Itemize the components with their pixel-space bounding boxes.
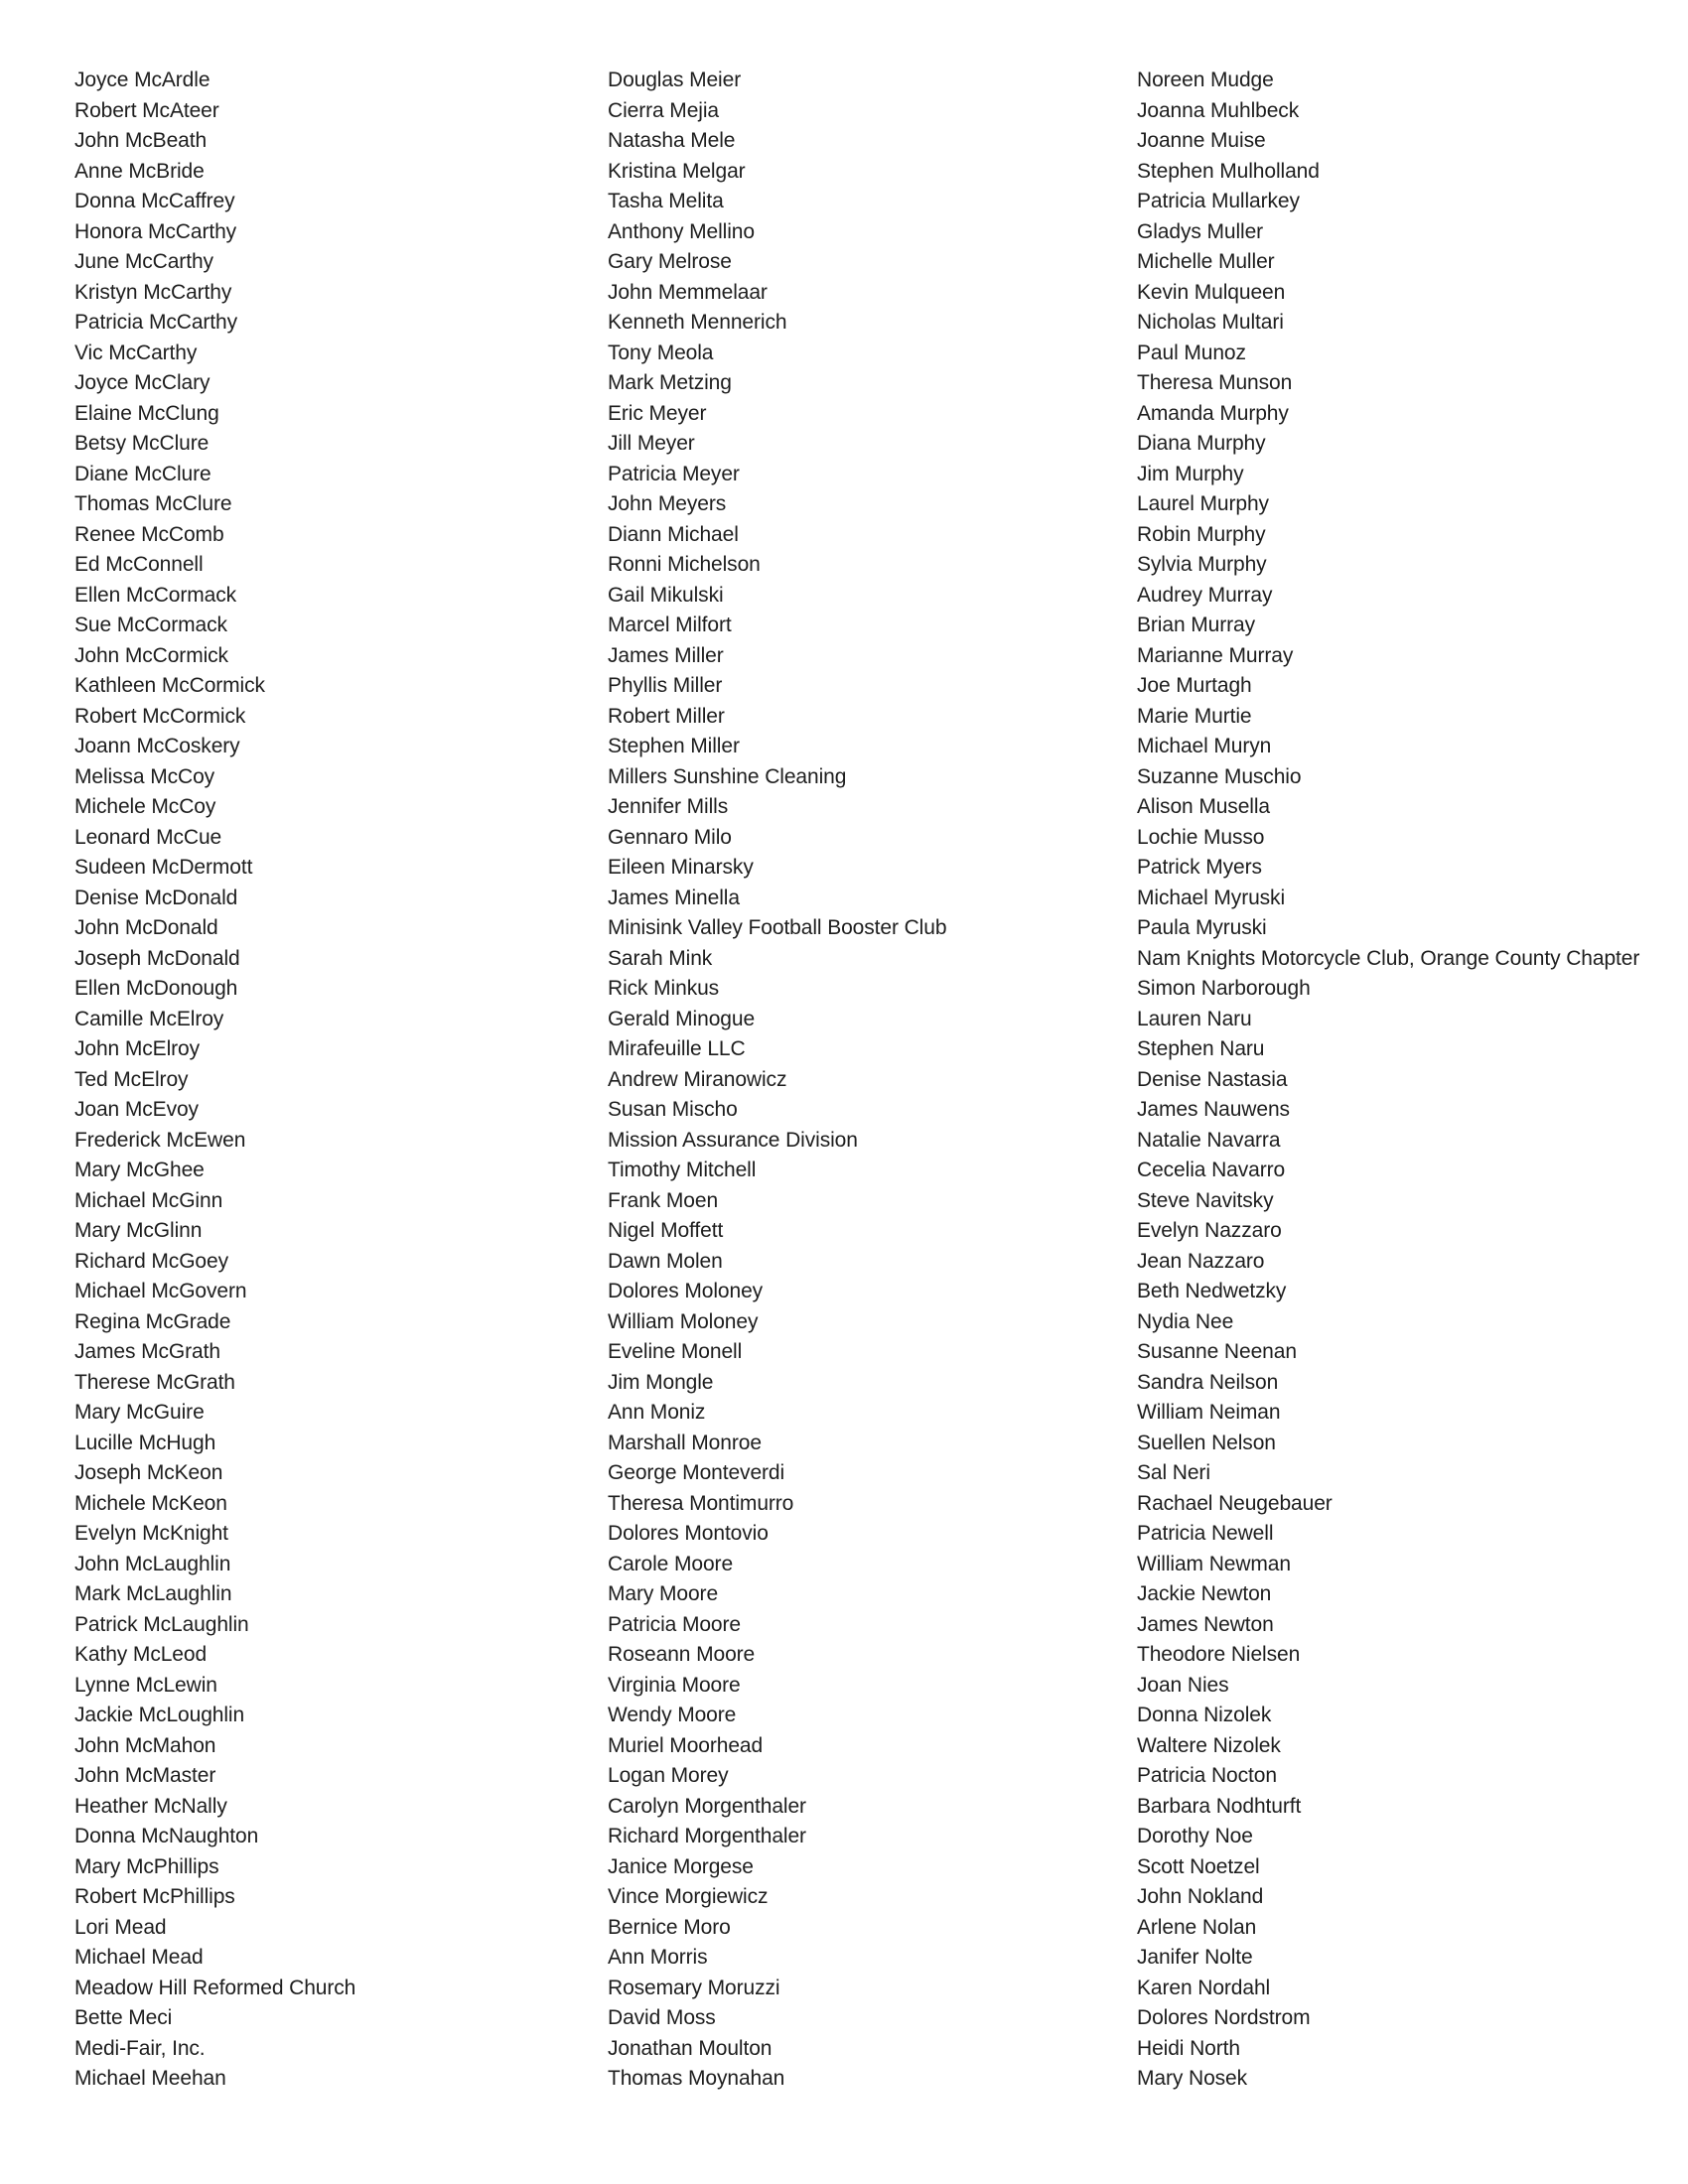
- list-item: Gladys Muller: [1137, 219, 1264, 243]
- list-item: Cierra Mejia: [608, 98, 719, 122]
- list-item: Kevin Mulqueen: [1137, 280, 1286, 304]
- list-item: Cecelia Navarro: [1137, 1159, 1286, 1181]
- list-item: Melissa McCoy: [74, 764, 215, 788]
- list-item: Camille McElroy: [74, 1007, 224, 1030]
- list-item: Michael McGinn: [74, 1188, 223, 1212]
- list-item: Dolores Moloney: [608, 1280, 764, 1302]
- list-item: Mary McGlinn: [74, 1219, 203, 1242]
- list-item: Joan McEvoy: [74, 1098, 199, 1121]
- list-item: Steve Navitsky: [1137, 1188, 1274, 1212]
- list-item: Alison Musella: [1137, 795, 1270, 818]
- list-item: Nam Knights Motorcycle Club, Orange County Chapter: [1137, 946, 1640, 970]
- list-item: Mary McPhillips: [74, 1854, 219, 1878]
- list-item: Mary Nosek: [1137, 2067, 1248, 2090]
- list-item: James Miller: [608, 643, 724, 667]
- list-item: Paul Munoz: [1137, 341, 1246, 364]
- list-item: Sudeen McDermott: [74, 856, 253, 879]
- list-item: Joan Nies: [1137, 1673, 1229, 1697]
- list-item: Elaine McClung: [74, 401, 219, 425]
- list-item: Ellen McCormack: [74, 583, 237, 607]
- list-item: John Nokland: [1137, 1885, 1264, 1908]
- list-item: Michael Meehan: [74, 2067, 226, 2090]
- list-item: Virginia Moore: [608, 1673, 741, 1697]
- list-item: Heather McNally: [74, 1794, 227, 1818]
- list-item: June McCarthy: [74, 250, 213, 273]
- list-item: Honora McCarthy: [74, 219, 237, 243]
- list-item: Patricia Nocton: [1137, 1764, 1277, 1787]
- list-item: Dolores Nordstrom: [1137, 2006, 1311, 2029]
- list-item: Kristyn McCarthy: [74, 280, 232, 304]
- list-item: Lori Mead: [74, 1915, 167, 1939]
- list-item: John McMaster: [74, 1764, 216, 1787]
- list-item: Laurel Murphy: [1137, 492, 1269, 515]
- list-item: Natalie Navarra: [1137, 1128, 1281, 1152]
- list-item: Robert McPhillips: [74, 1885, 235, 1908]
- list-item: John McLaughlin: [74, 1552, 231, 1575]
- list-item: Meadow Hill Reformed Church: [74, 1976, 356, 1999]
- list-item: Susan Mischo: [608, 1098, 738, 1121]
- list-item: Carolyn Morgenthaler: [608, 1794, 806, 1818]
- list-item: Douglas Meier: [608, 68, 742, 91]
- names-column-1: [74, 66, 355, 2095]
- list-item: Nigel Moffett: [608, 1219, 724, 1242]
- list-item: Arlene Nolan: [1137, 1915, 1257, 1939]
- list-item: Joanne Muise: [1137, 129, 1266, 152]
- list-item: Simon Narborough: [1137, 977, 1311, 1000]
- list-item: Susanne Neenan: [1137, 1340, 1297, 1363]
- list-item: Gennaro Milo: [608, 825, 732, 849]
- list-item: Renee McComb: [74, 522, 224, 546]
- list-item: Mirafeuille LLC: [608, 1037, 746, 1060]
- list-item: Janice Morgese: [608, 1854, 754, 1878]
- list-item: Stephen Mulholland: [1137, 159, 1320, 183]
- list-item: William Moloney: [608, 1309, 759, 1333]
- list-item: Lochie Musso: [1137, 825, 1265, 849]
- list-item: Timothy Mitchell: [608, 1159, 757, 1181]
- list-item: Jim Mongle: [608, 1370, 714, 1394]
- list-item: Michele McKeon: [74, 1491, 227, 1515]
- list-item: Rosemary Moruzzi: [608, 1976, 780, 1999]
- list-item: John Meyers: [608, 492, 727, 515]
- list-item: Richard Morgenthaler: [608, 1825, 806, 1847]
- list-item: Brian Murray: [1137, 614, 1255, 636]
- list-item: Logan Morey: [608, 1764, 729, 1787]
- list-item: Evelyn McKnight: [74, 1522, 228, 1545]
- list-item: Vince Morgiewicz: [608, 1885, 769, 1908]
- list-item: Frank Moen: [608, 1188, 719, 1212]
- list-item: Joann McCoskery: [74, 735, 240, 757]
- list-item: Donna McCaffrey: [74, 190, 235, 212]
- list-item: Michael Muryn: [1137, 735, 1272, 757]
- list-item: William Newman: [1137, 1552, 1291, 1575]
- list-item: Donna McNaughton: [74, 1825, 259, 1847]
- list-item: Marie Murtie: [1137, 704, 1252, 728]
- list-item: Andrew Miranowicz: [608, 1067, 787, 1091]
- list-item: Suzanne Muschio: [1137, 764, 1302, 788]
- list-item: Muriel Moorhead: [608, 1733, 764, 1757]
- list-item: Nicholas Multari: [1137, 311, 1284, 334]
- list-item: Karen Nordahl: [1137, 1976, 1271, 1999]
- list-item: Michelle Muller: [1137, 250, 1275, 273]
- list-item: Scott Noetzel: [1137, 1854, 1260, 1878]
- list-item: Michael McGovern: [74, 1280, 247, 1302]
- list-item: Dawn Molen: [608, 1249, 723, 1273]
- list-item: Beth Nedwetzky: [1137, 1280, 1287, 1302]
- list-item: Paula Myruski: [1137, 916, 1267, 939]
- list-item: Jennifer Mills: [608, 795, 729, 818]
- list-item: Anthony Mellino: [608, 219, 755, 243]
- list-item: Ellen McDonough: [74, 977, 238, 1000]
- list-item: Kathy McLeod: [74, 1643, 208, 1666]
- names-column-2: [608, 66, 946, 2095]
- list-item: Sylvia Murphy: [1137, 553, 1267, 576]
- list-item: Patricia Moore: [608, 1612, 741, 1636]
- list-item: Robert McCormick: [74, 704, 246, 728]
- list-item: Theresa Munson: [1137, 371, 1293, 394]
- list-item: Jim Murphy: [1137, 462, 1244, 485]
- list-item: Lucille McHugh: [74, 1431, 216, 1454]
- list-item: Sue McCormack: [74, 614, 227, 636]
- list-item: James Nauwens: [1137, 1098, 1290, 1121]
- list-item: John McElroy: [74, 1037, 201, 1060]
- list-item: Patrick Myers: [1137, 856, 1262, 879]
- list-item: Sal Neri: [1137, 1461, 1210, 1484]
- list-item: John McCormick: [74, 643, 228, 667]
- list-item: Bernice Moro: [608, 1915, 731, 1939]
- list-item: Joyce McArdle: [74, 68, 211, 91]
- list-item: James Newton: [1137, 1612, 1274, 1636]
- list-item: Jackie Newton: [1137, 1582, 1272, 1605]
- list-item: Eric Meyer: [608, 401, 707, 425]
- list-item: Amanda Murphy: [1137, 401, 1289, 425]
- list-item: Mission Assurance Division: [608, 1128, 858, 1152]
- list-item: Natasha Mele: [608, 129, 736, 152]
- list-item: Gerald Minogue: [608, 1007, 756, 1030]
- list-item: Sarah Mink: [608, 946, 713, 970]
- list-item: John McDonald: [74, 916, 218, 939]
- list-item: Gail Mikulski: [608, 583, 724, 607]
- list-item: Michele McCoy: [74, 795, 216, 818]
- list-item: Janifer Nolte: [1137, 1946, 1253, 1969]
- list-item: Jill Meyer: [608, 432, 695, 455]
- list-item: John Memmelaar: [608, 280, 768, 304]
- list-item: Noreen Mudge: [1137, 68, 1274, 91]
- list-item: Diane McClure: [74, 462, 211, 485]
- list-item: Theodore Nielsen: [1137, 1643, 1301, 1666]
- list-item: Patrick McLaughlin: [74, 1612, 249, 1636]
- list-item: Kristina Melgar: [608, 159, 746, 183]
- list-item: Wendy Moore: [608, 1704, 737, 1726]
- list-item: Marcel Milfort: [608, 614, 732, 636]
- list-item: Sandra Neilson: [1137, 1370, 1279, 1394]
- list-item: Kathleen McCormick: [74, 674, 265, 697]
- list-item: Robert McAteer: [74, 98, 219, 122]
- list-item: Lauren Naru: [1137, 1007, 1252, 1030]
- list-item: Heidi North: [1137, 2036, 1240, 2060]
- list-item: Theresa Montimurro: [608, 1491, 794, 1515]
- list-item: Patricia Newell: [1137, 1522, 1274, 1545]
- list-item: Roseann Moore: [608, 1643, 756, 1666]
- list-item: Tony Meola: [608, 341, 714, 364]
- list-item: Carole Moore: [608, 1552, 734, 1575]
- list-item: Eileen Minarsky: [608, 856, 754, 879]
- list-item: Thomas Moynahan: [608, 2067, 785, 2090]
- list-item: Eveline Monell: [608, 1340, 743, 1363]
- list-item: Mark Metzing: [608, 371, 732, 394]
- list-item: Marshall Monroe: [608, 1431, 762, 1454]
- list-item: Mary Moore: [608, 1582, 719, 1605]
- list-item: Jackie McLoughlin: [74, 1704, 245, 1726]
- list-item: John McMahon: [74, 1733, 216, 1757]
- list-item: Tasha Melita: [608, 190, 724, 212]
- list-item: Lynne McLewin: [74, 1673, 217, 1697]
- list-item: Joseph McDonald: [74, 946, 240, 970]
- list-item: Joanna Muhlbeck: [1137, 98, 1300, 122]
- list-item: Kenneth Mennerich: [608, 311, 787, 334]
- names-column-3: [1137, 66, 1639, 2095]
- list-item: Minisink Valley Football Booster Club: [608, 916, 947, 939]
- list-item: Michael Myruski: [1137, 886, 1286, 909]
- list-item: Joe Murtagh: [1137, 674, 1252, 697]
- list-item: Bette Meci: [74, 2006, 173, 2029]
- list-item: Jean Nazzaro: [1137, 1249, 1265, 1273]
- list-item: Dolores Montovio: [608, 1522, 769, 1545]
- list-item: James McGrath: [74, 1340, 220, 1363]
- list-item: Denise McDonald: [74, 886, 238, 909]
- list-item: Rachael Neugebauer: [1137, 1491, 1333, 1515]
- list-item: Michael Mead: [74, 1946, 204, 1969]
- list-item: Donna Nizolek: [1137, 1704, 1272, 1726]
- list-item: Rick Minkus: [608, 977, 720, 1000]
- list-item: George Monteverdi: [608, 1461, 785, 1484]
- list-item: Patricia Meyer: [608, 462, 740, 485]
- list-item: Stephen Naru: [1137, 1037, 1265, 1060]
- list-item: Mary McGhee: [74, 1159, 205, 1181]
- list-item: Joyce McClary: [74, 371, 211, 394]
- list-item: Vic McCarthy: [74, 341, 198, 364]
- list-item: Ann Morris: [608, 1946, 708, 1969]
- list-item: Joseph McKeon: [74, 1461, 223, 1484]
- list-item: Diana Murphy: [1137, 432, 1266, 455]
- list-item: Millers Sunshine Cleaning: [608, 764, 847, 788]
- list-item: Evelyn Nazzaro: [1137, 1219, 1282, 1242]
- list-item: Regina McGrade: [74, 1309, 231, 1333]
- list-item: Robert Miller: [608, 704, 725, 728]
- list-item: Mark McLaughlin: [74, 1582, 232, 1605]
- list-item: Thomas McClure: [74, 492, 232, 515]
- list-item: Frederick McEwen: [74, 1128, 246, 1152]
- list-item: Dorothy Noe: [1137, 1825, 1253, 1847]
- list-item: Patricia McCarthy: [74, 311, 238, 334]
- list-item: Mary McGuire: [74, 1401, 205, 1424]
- list-item: Anne McBride: [74, 159, 205, 183]
- list-item: David Moss: [608, 2006, 716, 2029]
- list-item: Phyllis Miller: [608, 674, 723, 697]
- list-item: Ronni Michelson: [608, 553, 761, 576]
- list-item: Marianne Murray: [1137, 643, 1294, 667]
- list-item: James Minella: [608, 886, 740, 909]
- list-item: Leonard McCue: [74, 825, 222, 849]
- list-item: Jonathan Moulton: [608, 2036, 773, 2060]
- list-item: Patricia Mullarkey: [1137, 190, 1300, 212]
- list-item: John McBeath: [74, 129, 208, 152]
- list-item: Nydia Nee: [1137, 1309, 1234, 1333]
- list-item: Ed McConnell: [74, 553, 204, 576]
- list-item: Diann Michael: [608, 522, 739, 546]
- list-item: Betsy McClure: [74, 432, 210, 455]
- list-item: Suellen Nelson: [1137, 1431, 1276, 1454]
- list-item: Barbara Nodhturft: [1137, 1794, 1302, 1818]
- list-item: Denise Nastasia: [1137, 1067, 1288, 1091]
- list-item: Robin Murphy: [1137, 522, 1266, 546]
- list-item: Audrey Murray: [1137, 583, 1273, 607]
- list-item: Ann Moniz: [608, 1401, 706, 1424]
- list-item: Therese McGrath: [74, 1370, 235, 1394]
- list-item: Stephen Miller: [608, 735, 740, 757]
- list-item: Richard McGoey: [74, 1249, 228, 1273]
- list-item: Waltere Nizolek: [1137, 1733, 1281, 1757]
- list-item: Ted McElroy: [74, 1067, 189, 1091]
- list-item: Medi-Fair, Inc.: [74, 2036, 206, 2060]
- list-item: William Neiman: [1137, 1401, 1281, 1424]
- list-item: Gary Melrose: [608, 250, 732, 273]
